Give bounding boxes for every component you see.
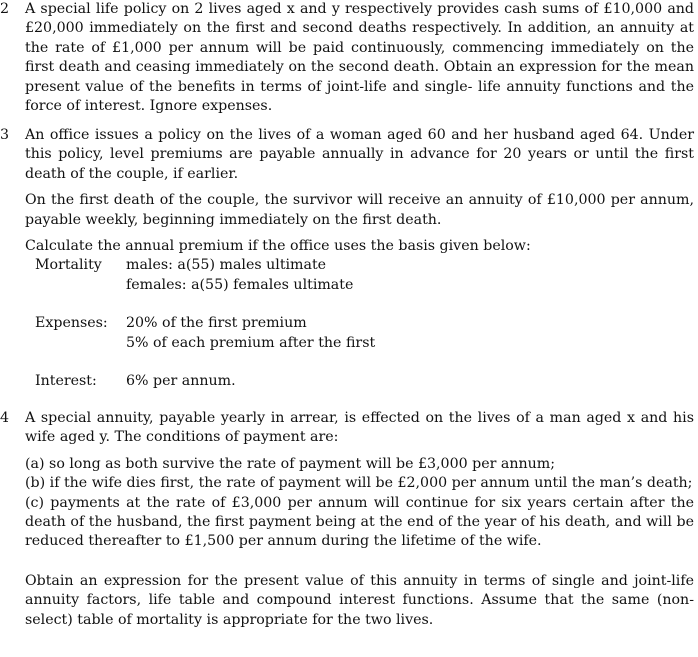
basis-label-mortality: Mortality <box>35 257 102 274</box>
basis-value: males: a(55) males ultimate <box>126 257 327 274</box>
premium-basis <box>35 256 694 391</box>
question-paragraph: Calculate the annual premium if the office uses the basis given below: <box>25 238 531 255</box>
question-closing: Obtain an expression for the present value of this annuity in terms of single and joint-life annuity factors, life table and compound interest functions. Assume that the same (non-select) table of mortality is appropriate for the two lives. <box>25 572 694 628</box>
basis-label-expenses: Expenses: <box>35 315 108 332</box>
question-number: 3 <box>0 127 10 143</box>
question-4 <box>0 409 694 630</box>
question-paragraph: On the first death of the couple, the survivor will receive an annuity of £10,000 per annum, payable weekly, beginning immediately on the first death. <box>25 192 694 228</box>
basis-label-interest: Interest: <box>35 373 97 390</box>
basis-value: 6% per annum. <box>126 373 236 390</box>
question-text: A special life policy on 2 lives aged x and y respectively provides cash sums of £10,000 and £20,000 immediately on the first and second deaths respectively. In addition, an annuity at the rate of £1,000 per annum will be paid continuously, commencing immediately on the first death and ceasing immediately on the second death. Obtain an expression for the mean present value of the benefits in terms of joint-life and single- life annuity functions and the force of interest. Ignore expenses. <box>25 1 694 115</box>
question-number: 2 <box>0 1 10 17</box>
question-number: 4 <box>0 410 10 426</box>
condition-item: (c) payments at the rate of £3,000 per annum will continue for six years certain after the death of the husband, the first payment being at the end of the year of his death, and will be reduced thereafter to £1,500 per annum during the lifetime of the wife. <box>25 494 694 550</box>
condition-item: (b) if the wife dies first, the rate of payment will be £2,000 per annum until the man’s death; <box>25 475 693 492</box>
payment-conditions <box>25 455 694 552</box>
question-2 <box>0 0 694 116</box>
question-3 <box>0 126 694 391</box>
question-intro: A special annuity, payable yearly in arrear, is effected on the lives of a man aged x and his wife aged y. The conditions of payment are: <box>25 410 694 446</box>
basis-value: females: a(55) females ultimate <box>126 276 354 293</box>
question-paragraph: An office issues a policy on the lives of a woman aged 60 and her husband aged 64. Under this policy, level premiums are payable annually in advance for 20 years or until the first death of the couple, if earlier. <box>25 127 694 182</box>
condition-item: (a) so long as both survive the rate of payment will be £3,000 per annum; <box>25 455 556 472</box>
basis-value: 5% of each premium after the first <box>126 334 376 351</box>
basis-value: 20% of the first premium <box>126 315 307 332</box>
